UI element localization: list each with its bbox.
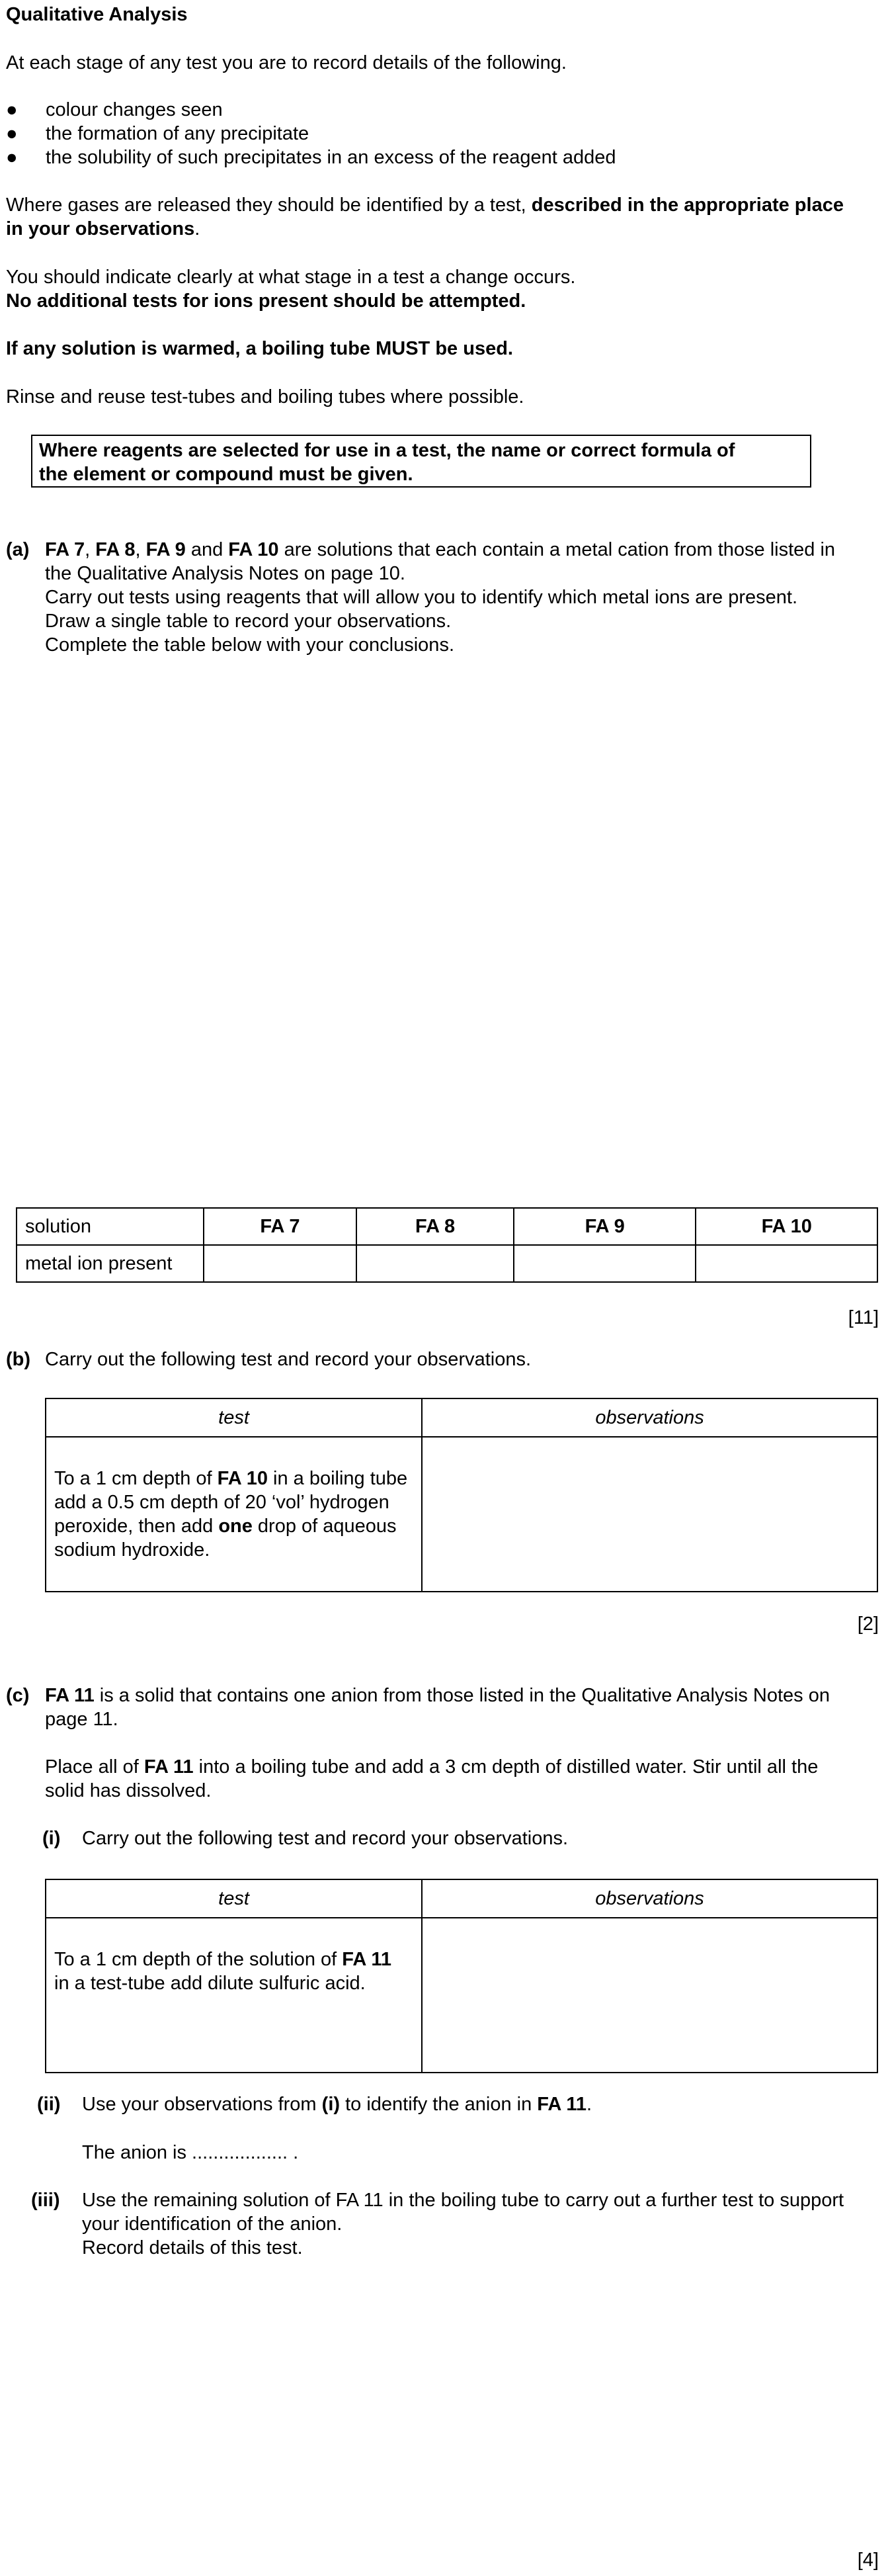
part-c-place-instruction-cont: solid has dissolved.	[45, 1780, 212, 1801]
gases-instruction-cont: in your observations.	[6, 218, 200, 239]
part-b-label: (b)	[6, 1349, 31, 1370]
part-b-test-table	[45, 1398, 878, 1592]
column-header-fa10: FA 10	[696, 1208, 877, 1245]
column-header-test: test	[46, 1398, 422, 1437]
list-item: ● colour changes seen	[6, 99, 223, 120]
list-item: ● the formation of any precipitate	[6, 123, 309, 144]
answer-cell-fa7[interactable]	[204, 1245, 357, 1282]
gases-instruction: Where gases are released they should be identified by a test, described in the appropriate place	[6, 194, 844, 216]
part-a-line5: Complete the table below with your conclusions.	[45, 634, 454, 656]
observations-answer-cell[interactable]	[422, 1918, 877, 2073]
part-a-line4: Draw a single table to record your observations.	[45, 611, 452, 632]
table-row	[46, 1918, 877, 2073]
part-c-test-table	[45, 1879, 878, 2073]
table-row	[46, 1437, 877, 1592]
part-b-marks: [2]	[857, 1613, 879, 1635]
table-row	[17, 1245, 877, 1282]
part-c-line1: FA 11 is a solid that contains one anion from those listed in the Qualitative Analysis Notes on	[45, 1685, 830, 1706]
answer-cell-fa9[interactable]	[514, 1245, 696, 1282]
page-heading: Qualitative Analysis	[6, 4, 188, 25]
part-c-iii-line3: Record details of this test.	[82, 2237, 303, 2258]
part-a-line3: Carry out tests using reagents that will allow you to identify which metal ions are present.	[45, 587, 797, 608]
part-c-ii-instruction: Use your observations from (i) to identify the anion in FA 11.	[82, 2094, 592, 2115]
column-header-fa7: FA 7	[204, 1208, 357, 1245]
part-c-line2: page 11.	[45, 1709, 118, 1730]
metal-ion-table	[16, 1207, 878, 1283]
part-c-place-instruction: Place all of FA 11 into a boiling tube and add a 3 cm depth of distilled water. Stir until all the	[45, 1756, 819, 1778]
part-c-label: (c)	[6, 1685, 30, 1706]
part-a-line1: FA 7, FA 8, FA 9 and FA 10 are solutions that each contain a metal cation from those listed in	[45, 539, 836, 560]
column-header-observations: observations	[422, 1879, 877, 1918]
table-row	[46, 1879, 877, 1918]
part-a-marks: [11]	[848, 1307, 879, 1328]
row-label-metal-ion: metal ion present	[17, 1245, 204, 1282]
observations-answer-cell[interactable]	[422, 1437, 877, 1592]
row-label-solution: solution	[17, 1208, 204, 1245]
column-header-observations: observations	[422, 1398, 877, 1437]
answer-cell-fa10[interactable]	[696, 1245, 877, 1282]
part-c-i-instruction: Carry out the following test and record your observations.	[82, 1828, 569, 1849]
part-c-marks: [4]	[857, 2550, 879, 2571]
part-a-line2: the Qualitative Analysis Notes on page 10.	[45, 563, 405, 584]
part-c-iii-line1: Use the remaining solution of FA 11 in the boiling tube to carry out a further test to support	[82, 2190, 844, 2211]
stage-instruction: You should indicate clearly at what stage in a test a change occurs.	[6, 267, 576, 288]
reagent-note-box: Where reagents are selected for use in a test, the name or correct formula of the element or compound must be given.	[31, 435, 811, 488]
column-header-fa9: FA 9	[514, 1208, 696, 1245]
rinse-instruction: Rinse and reuse test-tubes and boiling tubes where possible.	[6, 386, 524, 408]
test-description: To a 1 cm depth of the solution of FA 11 in a test-tube add dilute sulfuric acid.	[46, 1918, 422, 2073]
warming-instruction: If any solution is warmed, a boiling tube MUST be used.	[6, 338, 513, 359]
test-description: To a 1 cm depth of FA 10 in a boiling tube add a 0.5 cm depth of 20 ‘vol’ hydrogen peroxide, then add one drop of aqueous sodium hydroxide.	[46, 1437, 422, 1592]
part-c-iii-label: (iii)	[31, 2190, 60, 2211]
list-item: ● the solubility of such precipitates in an excess of the reagent added	[6, 147, 616, 168]
part-c-ii-label: (ii)	[37, 2094, 61, 2115]
part-a-label: (a)	[6, 539, 30, 560]
record-instruction: At each stage of any test you are to record details of the following.	[6, 52, 567, 73]
column-header-fa8: FA 8	[356, 1208, 514, 1245]
part-b-instruction: Carry out the following test and record your observations.	[45, 1349, 532, 1370]
table-row	[17, 1208, 877, 1245]
anion-answer-line[interactable]: The anion is .................. .	[82, 2142, 299, 2163]
no-additional-tests: No additional tests for ions present should be attempted.	[6, 290, 526, 312]
table-row	[46, 1398, 877, 1437]
part-c-iii-line2: your identification of the anion.	[82, 2213, 343, 2235]
answer-cell-fa8[interactable]	[356, 1245, 514, 1282]
column-header-test: test	[46, 1879, 422, 1918]
part-c-i-label: (i)	[42, 1828, 61, 1849]
